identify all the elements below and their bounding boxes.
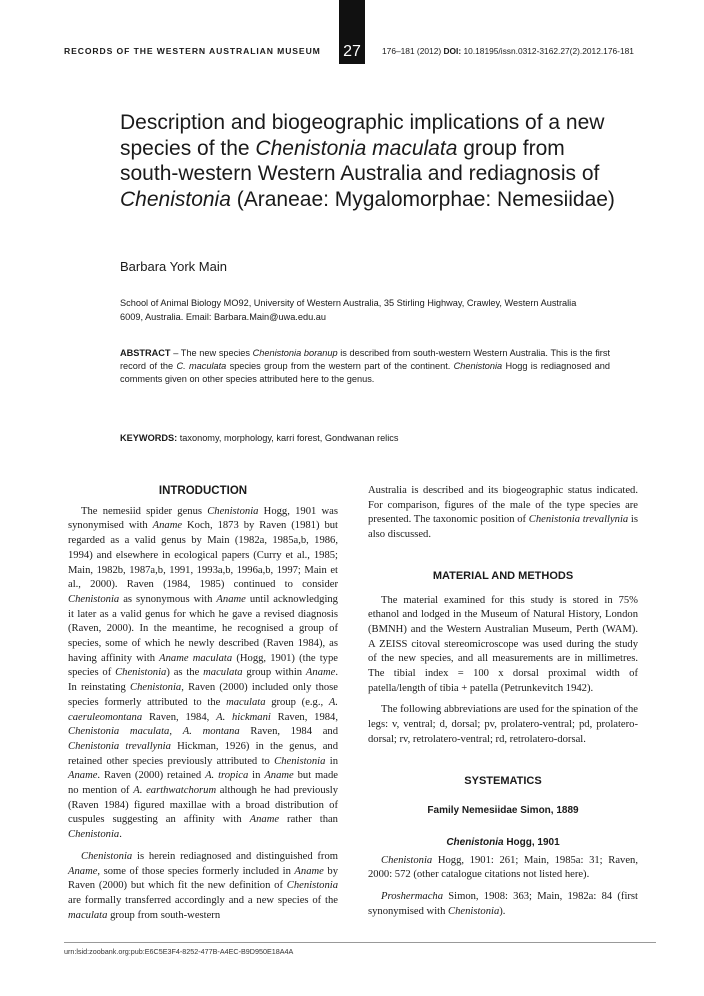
introduction-paragraph-2-continued: Australia is described and its biogeographic status indicated. For comparison, figures of the male of the type species are presented. The taxonomic position of Chenistonia trevallynia is also discussed. [368, 485, 638, 541]
journal-name: RECORDS OF THE WESTERN AUSTRALIAN MUSEUM [64, 46, 321, 56]
abstract-label: ABSTRACT [120, 348, 171, 358]
keywords: KEYWORDS: taxonomy, morphology, karri forest, Gondwanan relics [120, 433, 399, 443]
left-column [68, 484, 338, 923]
volume-number-tab: 27 [339, 0, 365, 64]
abstract: ABSTRACT – The new species Chenistonia boranup is described from south-western Western Australia. This is the first record of the C. maculata species group from the western part of the continent. Chenistonia Hogg is rediagnosed and comments given on other species attributed here to the genus. [120, 348, 610, 385]
article-title: Description and biogeographic implications of a new species of the Chenistonia maculata group from south-western Western Australia and rediagnosis of Chenistonia (Araneae: Mygalomorphae: Nemesiidae) [120, 111, 615, 211]
methods-paragraph-2: The following abbreviations are used for the spination of the legs: v, ventral; d, dorsal; pv, prolatero-ventral; pd, prolatero-dorsal; rv, retrolatero-ventral; rd, retrolatero-dorsal. [368, 704, 638, 745]
family-heading: Family Nemesiidae Simon, 1889 [427, 805, 579, 817]
right-column [368, 484, 638, 919]
keywords-label: KEYWORDS: [120, 433, 178, 443]
synonymy-entry-1: Chenistonia Hogg, 1901: 261; Main, 1985a: 31; Raven, 2000: 572 (other catalogue citations not listed here). [368, 854, 638, 881]
citation-line [382, 46, 634, 56]
genus-heading: Chenistonia Hogg, 1901 [446, 836, 560, 848]
introduction-paragraph-1: The nemesiid spider genus Chenistonia Hogg, 1901 was synonymised with Aname Koch, 1873 by Raven (1981) but regarded as a valid genus by Main (1982a, 1985a,b, 1986, 1994) and elsewhere in ecological papers (Curry et al., 1985; Main, 1982b, 1987a,b, 1991, 1993a,b, 1996a,b, 1997; Main et al., 2000). Raven (1984, 1985) continued to consider Chenistonia as synonymous with Aname until acknowledging it later as a valid genus for which he gave a revised diagnosis (Raven, 2000). In the meantime, he recognised a group of species, some of which he newly described (Raven 1984), as having affinity with Aname maculata (Hogg, 1901) (the type species of Chenistonia) as the maculata group within Aname. In reinstating Chenistonia, Raven (2000) included only those species formerly attributed to the maculata group (e.g., A. caeruleomontana Raven, 1984, A. hickmani Raven, 1984, Chenistonia maculata, A. montana Raven, 1984 and Chenistonia trevallynia Hickman, 1926) in the genus, and retained other species previously attributed to Chenistonia in Aname. Raven (2000) retained A. tropica in Aname but made no mention of A. earthwatchorum although he had previously (Raven 1984) figured maxillae with a broad distribution of cuspules suggesting an affinity with Aname rather than Chenistonia. [68, 505, 339, 841]
doi-value: 10.18195/issn.0312-3162.27(2).2012.176-181 [463, 46, 634, 56]
systematics-heading: SYSTEMATICS [464, 774, 542, 787]
footer-divider [64, 942, 656, 943]
running-head [64, 43, 656, 60]
introduction-paragraph-2: Chenistonia is herein rediagnosed and distinguished from Aname, some of those species formerly included in Aname by Raven (2000) but which fit the new definition of Chenistonia are formally transferred accordingly and a new species of the maculata group from south-western [68, 850, 338, 921]
doi-label: DOI: [443, 46, 462, 56]
pages-year: 176–181 (2012) [382, 46, 442, 56]
material-methods-heading: MATERIAL AND METHODS [432, 569, 574, 582]
methods-paragraph-1: The material examined for this study is stored in 75% ethanol and lodged in the Museum of Natural History, London (BMNH) and the Western Australian Museum, Perth (WAM). A ZEISS citoval stereomicroscope was used during the study of the new species, and all measurements are in millimetres. The tibial index = 100 x dorsal proximal width of patella/length of tibia + patella (Petrunkevitch 1942). [368, 594, 638, 694]
introduction-heading: INTRODUCTION [158, 485, 248, 497]
synonymy-entry-2: Proshermacha Simon, 1908: 363; Main, 1982a: 84 (first synonymised with Chenistonia). [368, 891, 638, 917]
author-name: Barbara York Main [120, 259, 227, 274]
zoobank-urn: urn:lsid:zoobank.org:pub:E6C5E3F4-8252-477B-A4EC-B9D950E18A4A [64, 947, 294, 956]
author-affiliation: School of Animal Biology MO92, University of Western Australia, 35 Stirling Highway, Crawley, Western Australia 6009, Australia. Email: Barbara.Main@uwa.edu.au [120, 298, 577, 322]
